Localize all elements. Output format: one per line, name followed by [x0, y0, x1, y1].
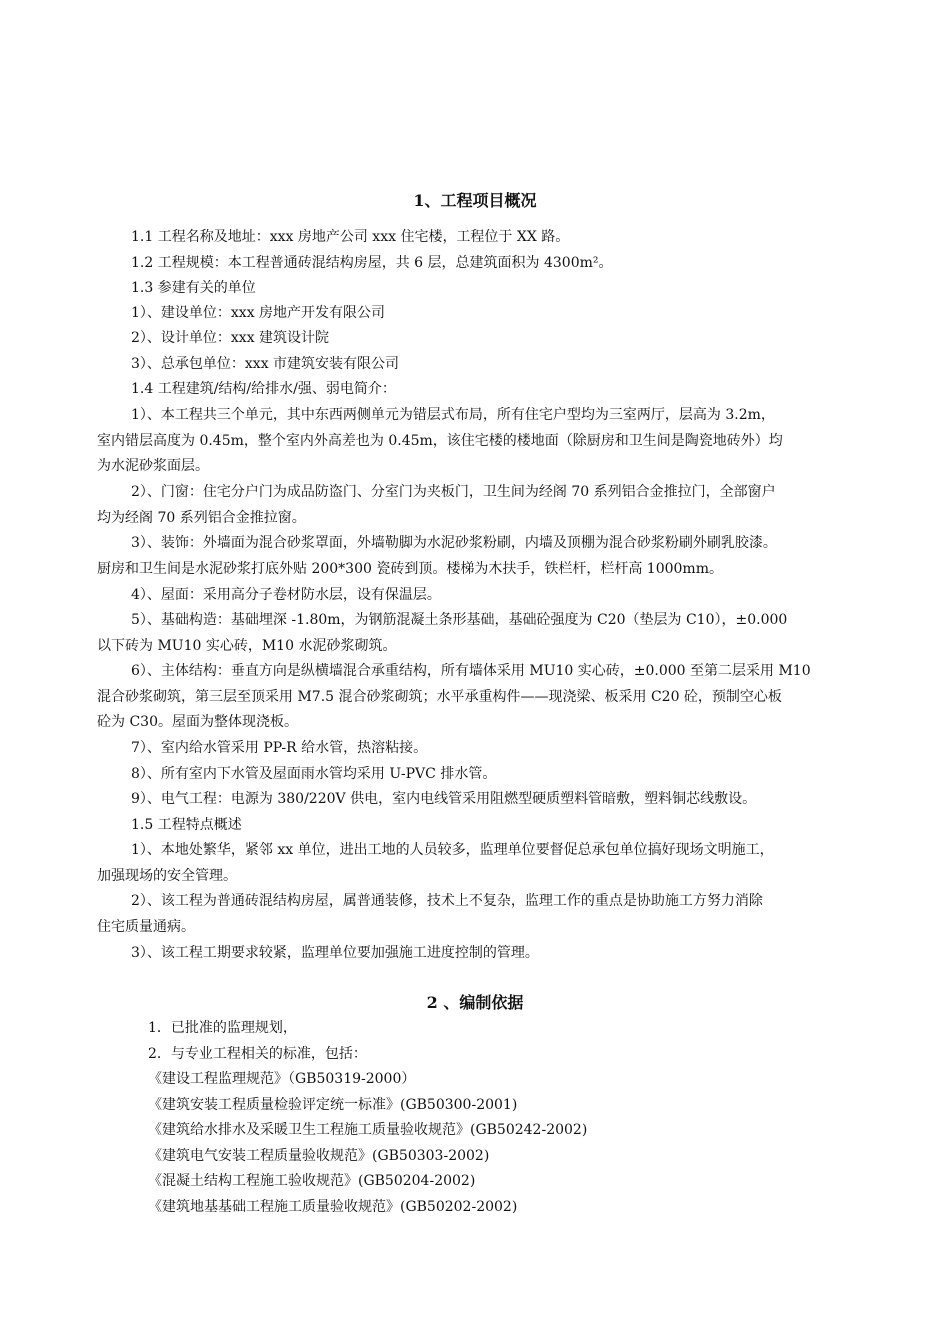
section1-line: 9）、电气工程：电源为 380/220V 供电，室内电线管采用阻燃型硬质塑料管暗敷，塑料铜芯线敷设。: [131, 791, 757, 807]
section1-line: 2）、该工程为普通砖混结构房屋，属普通装修，技术上不复杂，监理工作的重点是协助施工方努力消除: [131, 893, 763, 909]
section1-line: 3）、该工程工期要求较紧，监理单位要加强施工进度控制的管理。: [131, 945, 539, 961]
section1-line: 以下砖为 MU10 实心砖，M10 水泥砂浆砌筑。: [97, 638, 397, 654]
section1-line: 1.5 工程特点概述: [131, 817, 242, 833]
section2-line: 《混凝土结构工程施工验收规范》(GB50204-2002): [148, 1173, 476, 1189]
section2-line: 1．已批准的监理规划，: [148, 1020, 297, 1036]
section1-line: 1.3 参建有关的单位: [131, 280, 256, 296]
section1-line: 1.2 工程规模：本工程普通砖混结构房屋，共 6 层，总建筑面积为 4300m²。: [131, 255, 613, 271]
section1-line: 砼为 C30。屋面为整体现浇板。: [97, 714, 298, 730]
section1-line: 加强现场的安全管理。: [97, 868, 237, 884]
section1-line: 1）、本工程共三个单元，其中东西两侧单元为错层式布局，所有住宅户型均为三室两厅，层高为 3.2m，: [131, 407, 775, 423]
section2-title: 2 、编制依据: [426, 993, 524, 1012]
section2-line: 《建筑安装工程质量检验评定统一标准》(GB50300-2001): [148, 1097, 518, 1113]
section1-line: 3）、装饰：外墙面为混合砂浆罩面，外墙勒脚为水泥砂浆粉刷，内墙及顶棚为混合砂浆粉刷外刷乳胶漆。: [131, 535, 777, 551]
section2-line: 《建筑给水排水及采暖卫生工程施工质量验收规范》(GB50242-2002): [148, 1122, 588, 1138]
section1-line: 2）、门窗：住宅分户门为成品防盗门、分室门为夹板门，卫生间为经阁 70 系列铝合金推拉门，全部窗户: [131, 484, 776, 500]
section1-line: 2）、设计单位：xxx 建筑设计院: [131, 330, 330, 346]
section2-line: 《建筑电气安装工程质量验收规范》(GB50303-2002): [148, 1148, 490, 1164]
section1-line: 1）、建设单位：xxx 房地产开发有限公司: [131, 305, 386, 321]
section1-line: 1.4 工程建筑/结构/给排水/强、弱电简介：: [131, 381, 396, 397]
section2-line: 2．与专业工程相关的标准，包括：: [148, 1046, 367, 1062]
section1-line: 7）、室内给水管采用 PP-R 给水管，热溶粘接。: [131, 740, 428, 756]
section1-line: 4）、屋面：采用高分子卷材防水层，设有保温层。: [131, 587, 441, 603]
section1-line: 6）、主体结构：垂直方向是纵横墙混合承重结构，所有墙体采用 MU10 实心砖，±0.000 至第二层采用 M10: [131, 663, 811, 679]
section1-line: 厨房和卫生间是水泥砂浆打底外贴 200*300 瓷砖到顶。楼梯为木扶手，铁栏杆，栏杆高 1000mm。: [97, 561, 723, 577]
section1-line: 5）、基础构造：基础埋深 -1.80m，为钢筋混凝土条形基础，基础砼强度为 C20（垫层为 C10），±0.000: [131, 612, 788, 628]
section1-line: 住宅质量通病。: [97, 919, 195, 935]
section1-line: 为水泥砂浆面层。: [97, 458, 209, 474]
section1-line: 1）、本地处繁华，紧邻 xx 单位，进出工地的人员较多，监理单位要督促总承包单位搞好现场文明施工，: [131, 842, 774, 858]
section1-line: 1.1 工程名称及地址：xxx 房地产公司 xxx 住宅楼，工程位于 XX 路。: [131, 229, 570, 245]
section1-line: 室内错层高度为 0.45m，整个室内外高差也为 0.45m，该住宅楼的楼地面（除厨房和卫生间是陶瓷地砖外）均: [97, 433, 783, 449]
section1-line: 混合砂浆砌筑，第三层至顶采用 M7.5 混合砂浆砌筑；水平承重构件——现浇梁、板采用 C20 砼，预制空心板: [97, 689, 782, 705]
section1-line: 3）、总承包单位：xxx 市建筑安装有限公司: [131, 356, 400, 372]
section2-line: 《建设工程监理规范》（GB50319-2000）: [148, 1071, 416, 1087]
section1-line: 8）、所有室内下水管及屋面雨水管均采用 U-PVC 排水管。: [131, 766, 497, 782]
section1-title: 1、工程项目概况: [413, 191, 537, 210]
section1-line: 均为经阁 70 系列铝合金推拉窗。: [97, 510, 306, 526]
section2-line: 《建筑地基基础工程施工质量验收规范》(GB50202-2002): [148, 1199, 518, 1215]
